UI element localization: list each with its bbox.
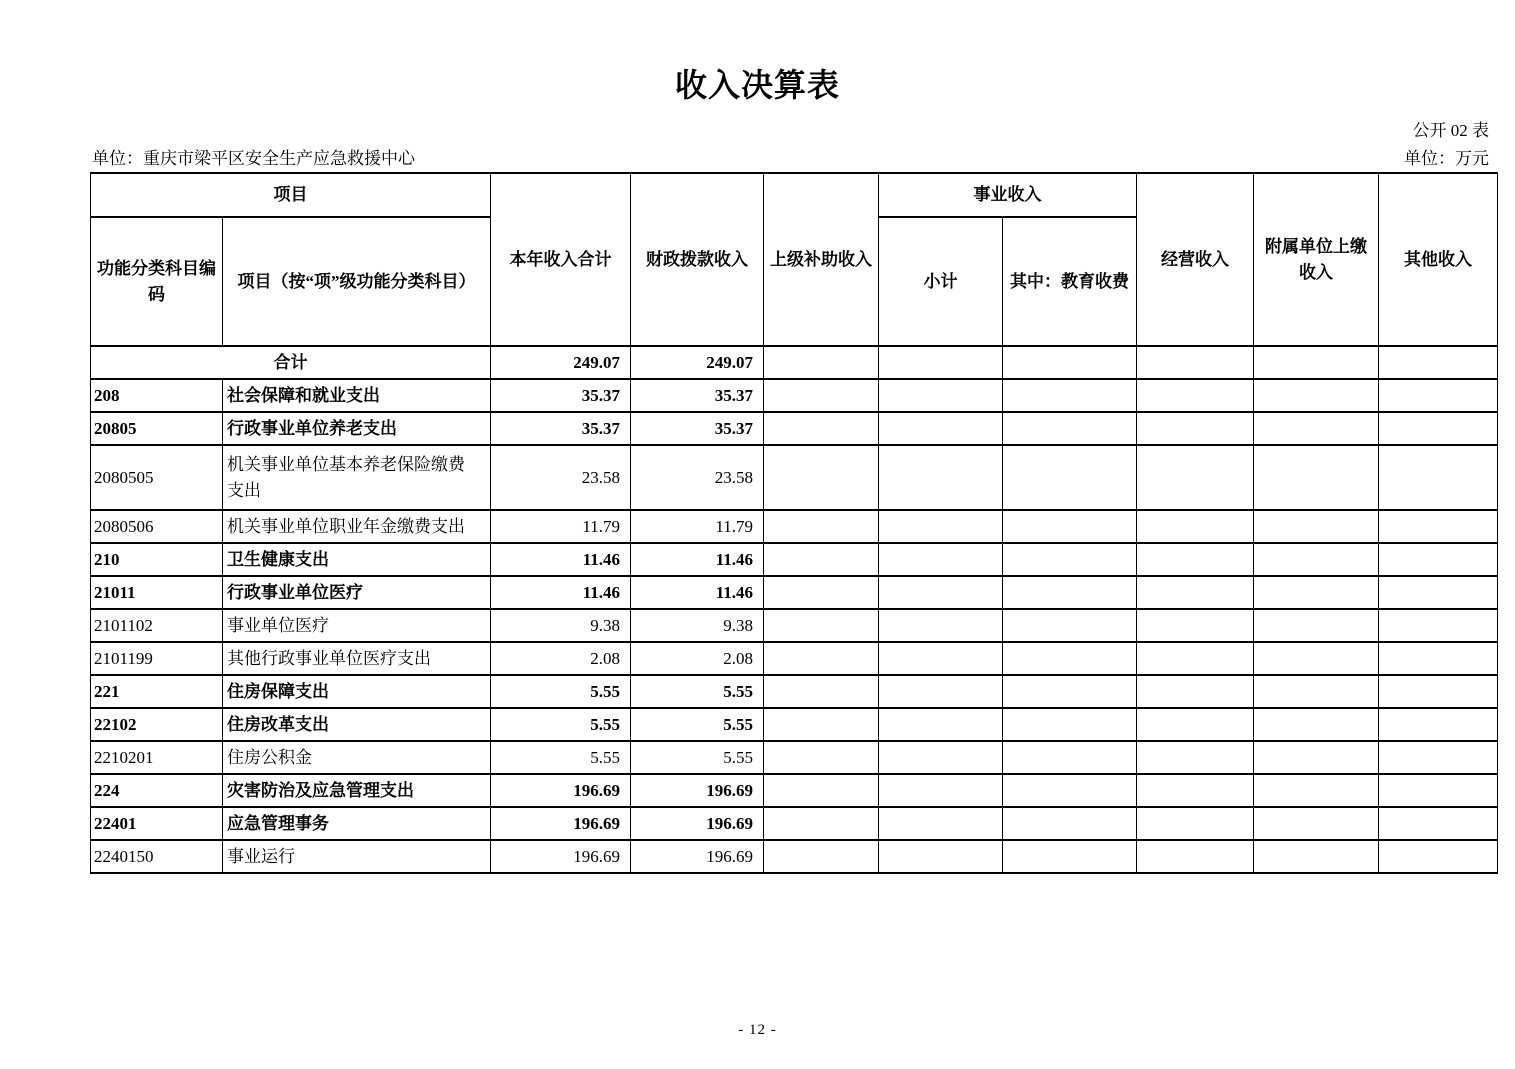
other-income-cell bbox=[1379, 510, 1498, 543]
table-row bbox=[91, 642, 1498, 675]
table-row bbox=[91, 379, 1498, 412]
operating-income-cell bbox=[1137, 510, 1254, 543]
header-project-group: 项目 bbox=[91, 173, 491, 217]
business-income-subtotal-cell bbox=[879, 379, 1003, 412]
total-income-cell: 11.79 bbox=[491, 510, 631, 543]
table-row bbox=[91, 543, 1498, 576]
total-income-cell: 249.07 bbox=[491, 346, 631, 379]
affiliated-unit-remittance-cell bbox=[1254, 346, 1379, 379]
operating-income-cell bbox=[1137, 708, 1254, 741]
education-fee-income-cell bbox=[1003, 510, 1137, 543]
total-income-cell: 5.55 bbox=[491, 708, 631, 741]
education-fee-income-cell bbox=[1003, 543, 1137, 576]
superior-subsidy-income-cell bbox=[764, 741, 879, 774]
affiliated-unit-remittance-cell bbox=[1254, 510, 1379, 543]
operating-income-cell bbox=[1137, 675, 1254, 708]
header-affiliated-unit-remittance: 附属单位上缴收入 bbox=[1254, 173, 1379, 346]
education-fee-income-cell bbox=[1003, 642, 1137, 675]
form-code-label: 公开 02 表 bbox=[1412, 121, 1489, 140]
business-income-subtotal-cell bbox=[879, 609, 1003, 642]
affiliated-unit-remittance-cell bbox=[1254, 445, 1379, 510]
affiliated-unit-remittance-cell bbox=[1254, 412, 1379, 445]
superior-subsidy-income-cell bbox=[764, 379, 879, 412]
other-income-cell bbox=[1379, 708, 1498, 741]
business-income-subtotal-cell bbox=[879, 543, 1003, 576]
education-fee-income-cell bbox=[1003, 445, 1137, 510]
operating-income-cell bbox=[1137, 642, 1254, 675]
unit-name-label: 单位：重庆市梁平区安全生产应急救援中心 bbox=[92, 149, 415, 168]
project-item-cell: 住房改革支出 bbox=[223, 708, 491, 741]
project-item-cell: 行政事业单位养老支出 bbox=[223, 412, 491, 445]
function-class-code-cell: 221 bbox=[91, 675, 223, 708]
project-item-cell: 卫生健康支出 bbox=[223, 543, 491, 576]
project-item-cell: 事业运行 bbox=[223, 840, 491, 873]
superior-subsidy-income-cell bbox=[764, 642, 879, 675]
business-income-subtotal-cell bbox=[879, 346, 1003, 379]
education-fee-income-cell bbox=[1003, 741, 1137, 774]
income-table bbox=[90, 172, 1498, 874]
fiscal-allocation-income-cell: 5.55 bbox=[631, 708, 764, 741]
page-title: 收入决算表 bbox=[674, 67, 840, 103]
total-income-cell: 196.69 bbox=[491, 807, 631, 840]
total-income-cell: 196.69 bbox=[491, 840, 631, 873]
function-class-code-cell: 2240150 bbox=[91, 840, 223, 873]
header-business-subtotal: 小计 bbox=[879, 217, 1003, 346]
business-income-subtotal-cell bbox=[879, 445, 1003, 510]
table-body bbox=[91, 346, 1498, 873]
function-class-code-cell: 210 bbox=[91, 543, 223, 576]
total-income-cell: 5.55 bbox=[491, 675, 631, 708]
total-income-cell: 11.46 bbox=[491, 576, 631, 609]
table-row bbox=[91, 840, 1498, 873]
business-income-subtotal-cell bbox=[879, 807, 1003, 840]
education-fee-income-cell bbox=[1003, 807, 1137, 840]
operating-income-cell bbox=[1137, 412, 1254, 445]
operating-income-cell bbox=[1137, 840, 1254, 873]
fiscal-allocation-income-cell: 2.08 bbox=[631, 642, 764, 675]
education-fee-income-cell bbox=[1003, 675, 1137, 708]
superior-subsidy-income-cell bbox=[764, 840, 879, 873]
education-fee-income-cell bbox=[1003, 609, 1137, 642]
superior-subsidy-income-cell bbox=[764, 708, 879, 741]
other-income-cell bbox=[1379, 379, 1498, 412]
total-income-cell: 35.37 bbox=[491, 412, 631, 445]
header-business-income-group: 事业收入 bbox=[879, 173, 1137, 217]
education-fee-income-cell bbox=[1003, 840, 1137, 873]
function-class-code-cell: 2080505 bbox=[91, 445, 223, 510]
page-number: - 12 - bbox=[738, 1022, 777, 1038]
total-income-cell: 9.38 bbox=[491, 609, 631, 642]
affiliated-unit-remittance-cell bbox=[1254, 675, 1379, 708]
superior-subsidy-income-cell bbox=[764, 774, 879, 807]
header-fiscal-allocation-income: 财政拨款收入 bbox=[631, 173, 764, 346]
table-row bbox=[91, 675, 1498, 708]
fiscal-allocation-income-cell: 5.55 bbox=[631, 675, 764, 708]
table-row bbox=[91, 741, 1498, 774]
education-fee-income-cell bbox=[1003, 379, 1137, 412]
other-income-cell bbox=[1379, 543, 1498, 576]
operating-income-cell bbox=[1137, 379, 1254, 412]
other-income-cell bbox=[1379, 807, 1498, 840]
operating-income-cell bbox=[1137, 807, 1254, 840]
superior-subsidy-income-cell bbox=[764, 412, 879, 445]
operating-income-cell bbox=[1137, 609, 1254, 642]
superior-subsidy-income-cell bbox=[764, 510, 879, 543]
other-income-cell bbox=[1379, 609, 1498, 642]
fiscal-allocation-income-cell: 11.79 bbox=[631, 510, 764, 543]
other-income-cell bbox=[1379, 642, 1498, 675]
function-class-code-cell: 224 bbox=[91, 774, 223, 807]
other-income-cell bbox=[1379, 346, 1498, 379]
table-row bbox=[91, 774, 1498, 807]
header-superior-subsidy-income: 上级补助收入 bbox=[764, 173, 879, 346]
business-income-subtotal-cell bbox=[879, 708, 1003, 741]
project-item-cell: 事业单位医疗 bbox=[223, 609, 491, 642]
superior-subsidy-income-cell bbox=[764, 576, 879, 609]
business-income-subtotal-cell bbox=[879, 675, 1003, 708]
fiscal-allocation-income-cell: 5.55 bbox=[631, 741, 764, 774]
superior-subsidy-income-cell bbox=[764, 675, 879, 708]
fiscal-allocation-income-cell: 9.38 bbox=[631, 609, 764, 642]
header-other-income: 其他收入 bbox=[1379, 173, 1498, 346]
fiscal-allocation-income-cell: 11.46 bbox=[631, 576, 764, 609]
business-income-subtotal-cell bbox=[879, 576, 1003, 609]
table-row bbox=[91, 445, 1498, 510]
table-row bbox=[91, 510, 1498, 543]
business-income-subtotal-cell bbox=[879, 510, 1003, 543]
superior-subsidy-income-cell bbox=[764, 346, 879, 379]
affiliated-unit-remittance-cell bbox=[1254, 840, 1379, 873]
fiscal-allocation-income-cell: 23.58 bbox=[631, 445, 764, 510]
header-total-income: 本年收入合计 bbox=[491, 173, 631, 346]
table-row bbox=[91, 807, 1498, 840]
total-income-cell: 196.69 bbox=[491, 774, 631, 807]
fiscal-allocation-income-cell: 196.69 bbox=[631, 807, 764, 840]
education-fee-income-cell bbox=[1003, 412, 1137, 445]
other-income-cell bbox=[1379, 840, 1498, 873]
other-income-cell bbox=[1379, 741, 1498, 774]
currency-unit-label: 单位：万元 bbox=[1404, 149, 1489, 168]
business-income-subtotal-cell bbox=[879, 840, 1003, 873]
education-fee-income-cell bbox=[1003, 774, 1137, 807]
row-total-label-cell: 合计 bbox=[91, 346, 491, 379]
total-income-cell: 11.46 bbox=[491, 543, 631, 576]
total-income-cell: 2.08 bbox=[491, 642, 631, 675]
business-income-subtotal-cell bbox=[879, 741, 1003, 774]
total-income-cell: 23.58 bbox=[491, 445, 631, 510]
function-class-code-cell: 21011 bbox=[91, 576, 223, 609]
project-item-cell: 行政事业单位医疗 bbox=[223, 576, 491, 609]
function-class-code-cell: 2101102 bbox=[91, 609, 223, 642]
project-item-cell: 机关事业单位职业年金缴费支出 bbox=[223, 510, 491, 543]
operating-income-cell bbox=[1137, 576, 1254, 609]
affiliated-unit-remittance-cell bbox=[1254, 642, 1379, 675]
affiliated-unit-remittance-cell bbox=[1254, 543, 1379, 576]
affiliated-unit-remittance-cell bbox=[1254, 774, 1379, 807]
affiliated-unit-remittance-cell bbox=[1254, 807, 1379, 840]
function-class-code-cell: 20805 bbox=[91, 412, 223, 445]
project-item-cell: 灾害防治及应急管理支出 bbox=[223, 774, 491, 807]
operating-income-cell bbox=[1137, 346, 1254, 379]
other-income-cell bbox=[1379, 774, 1498, 807]
table-row bbox=[91, 708, 1498, 741]
other-income-cell bbox=[1379, 445, 1498, 510]
function-class-code-cell: 22401 bbox=[91, 807, 223, 840]
superior-subsidy-income-cell bbox=[764, 609, 879, 642]
project-item-cell: 机关事业单位基本养老保险缴费支出 bbox=[223, 445, 491, 510]
fiscal-allocation-income-cell: 196.69 bbox=[631, 840, 764, 873]
header-project-item: 项目（按“项”级功能分类科目） bbox=[223, 217, 491, 346]
superior-subsidy-income-cell bbox=[764, 807, 879, 840]
affiliated-unit-remittance-cell bbox=[1254, 708, 1379, 741]
business-income-subtotal-cell bbox=[879, 642, 1003, 675]
fiscal-allocation-income-cell: 11.46 bbox=[631, 543, 764, 576]
fiscal-allocation-income-cell: 35.37 bbox=[631, 412, 764, 445]
affiliated-unit-remittance-cell bbox=[1254, 379, 1379, 412]
project-item-cell: 住房公积金 bbox=[223, 741, 491, 774]
project-item-cell: 其他行政事业单位医疗支出 bbox=[223, 642, 491, 675]
other-income-cell bbox=[1379, 412, 1498, 445]
other-income-cell bbox=[1379, 675, 1498, 708]
fiscal-allocation-income-cell: 35.37 bbox=[631, 379, 764, 412]
header-education-fee: 其中：教育收费 bbox=[1003, 217, 1137, 346]
business-income-subtotal-cell bbox=[879, 774, 1003, 807]
education-fee-income-cell bbox=[1003, 708, 1137, 741]
operating-income-cell bbox=[1137, 543, 1254, 576]
project-item-cell: 住房保障支出 bbox=[223, 675, 491, 708]
total-income-cell: 35.37 bbox=[491, 379, 631, 412]
function-class-code-cell: 2101199 bbox=[91, 642, 223, 675]
affiliated-unit-remittance-cell bbox=[1254, 576, 1379, 609]
fiscal-allocation-income-cell: 196.69 bbox=[631, 774, 764, 807]
function-class-code-cell: 22102 bbox=[91, 708, 223, 741]
table-row bbox=[91, 576, 1498, 609]
meta-row bbox=[92, 144, 1489, 169]
table-header bbox=[91, 173, 1498, 346]
operating-income-cell bbox=[1137, 445, 1254, 510]
superior-subsidy-income-cell bbox=[764, 543, 879, 576]
project-item-cell: 社会保障和就业支出 bbox=[223, 379, 491, 412]
table-row bbox=[91, 412, 1498, 445]
affiliated-unit-remittance-cell bbox=[1254, 741, 1379, 774]
table-row bbox=[91, 609, 1498, 642]
other-income-cell bbox=[1379, 576, 1498, 609]
project-item-cell: 应急管理事务 bbox=[223, 807, 491, 840]
function-class-code-cell: 208 bbox=[91, 379, 223, 412]
header-operating-income: 经营收入 bbox=[1137, 173, 1254, 346]
function-class-code-cell: 2210201 bbox=[91, 741, 223, 774]
business-income-subtotal-cell bbox=[879, 412, 1003, 445]
fiscal-allocation-income-cell: 249.07 bbox=[631, 346, 764, 379]
operating-income-cell bbox=[1137, 741, 1254, 774]
affiliated-unit-remittance-cell bbox=[1254, 609, 1379, 642]
total-income-cell: 5.55 bbox=[491, 741, 631, 774]
superior-subsidy-income-cell bbox=[764, 445, 879, 510]
education-fee-income-cell bbox=[1003, 346, 1137, 379]
table-row bbox=[91, 346, 1498, 379]
function-class-code-cell: 2080506 bbox=[91, 510, 223, 543]
operating-income-cell bbox=[1137, 774, 1254, 807]
education-fee-income-cell bbox=[1003, 576, 1137, 609]
header-function-class-code: 功能分类科目编码 bbox=[91, 217, 223, 346]
